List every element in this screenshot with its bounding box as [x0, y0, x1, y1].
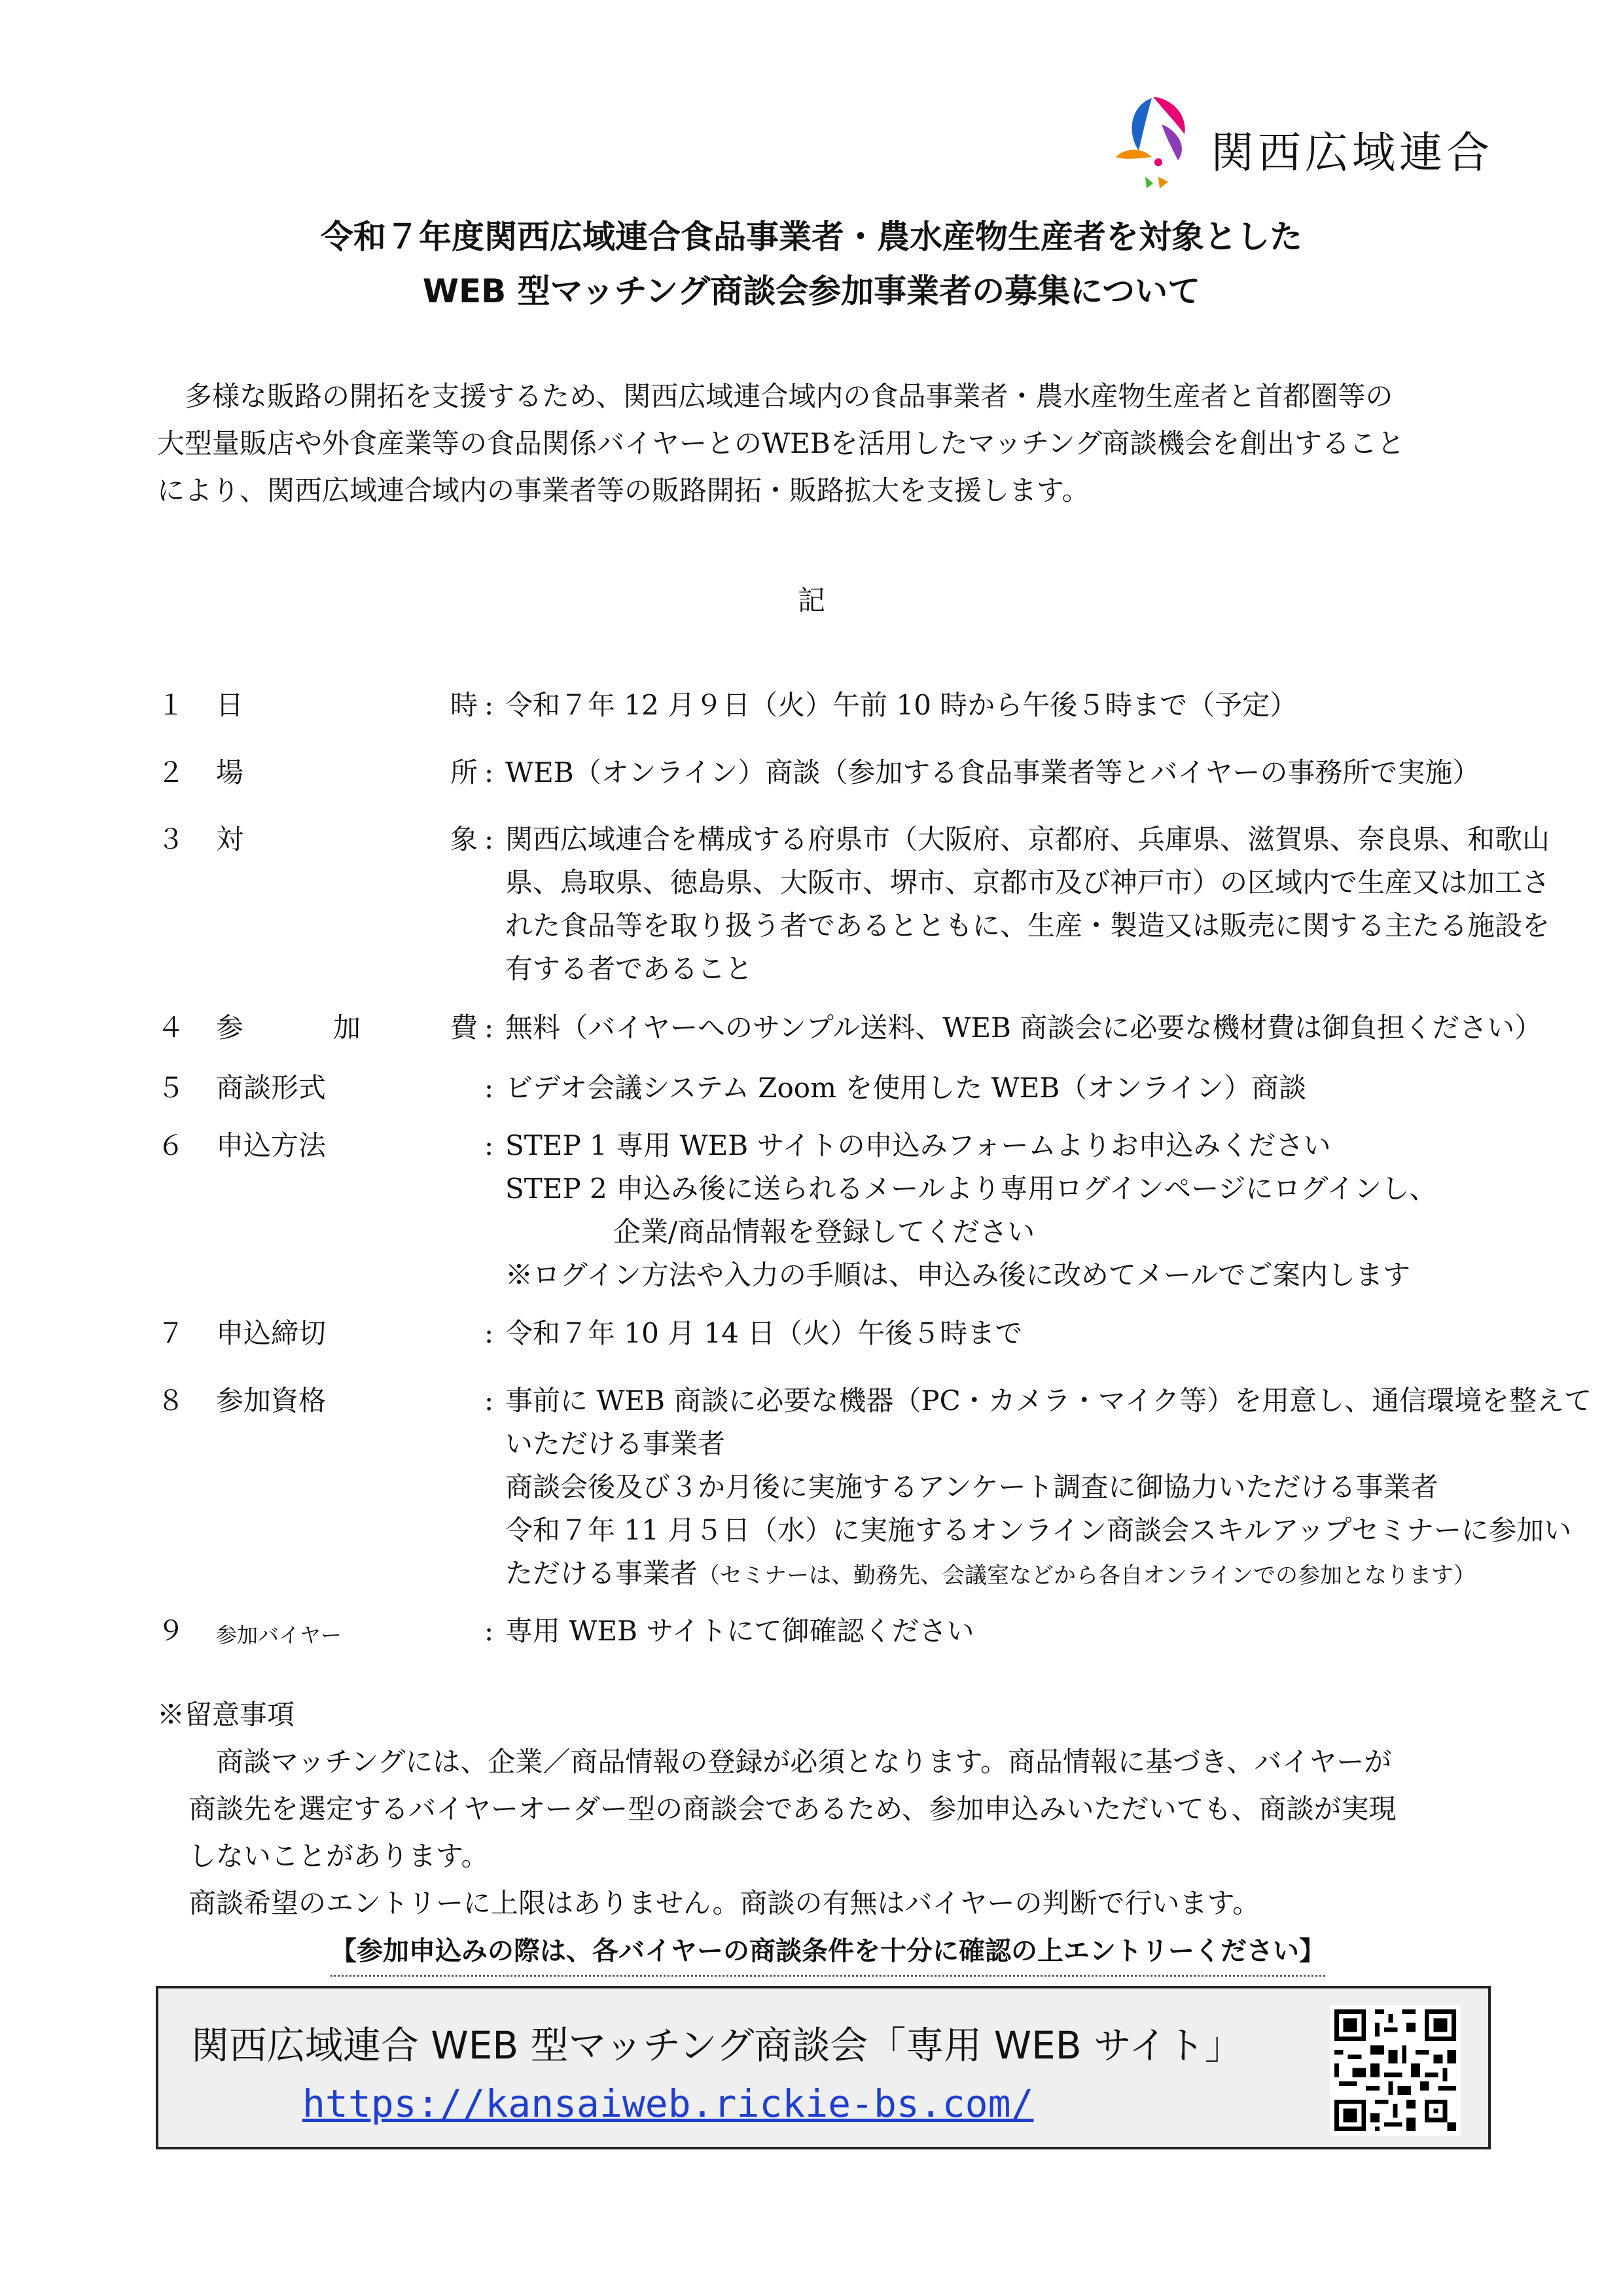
item-label: 申込締切	[216, 1317, 327, 1349]
intro-paragraph	[157, 373, 1499, 514]
notes-emphasis: 【参加申込みの際は、各バイヤーの商談条件を十分に確認の上エントリーください】	[330, 1928, 1325, 1977]
org-logo-mark-icon	[1106, 85, 1198, 190]
intro-line: 大型量販店や外食産業等の食品関係バイヤーとのWEBを活用したマッチング商談機会を創出すること	[157, 427, 1405, 459]
item-content: 関西広域連合を構成する府県市（大阪府、京都府、兵庫県、滋賀県、奈良県、和歌山 県、鳥取県、徳島県、大阪市、堺市、京都市及び神戸市）の区域内で生産又は加工さ れた食品等を取り扱う者であるとともに、生産・製造又は販売に関する主たる施設を 有する者であること	[505, 823, 1550, 985]
page-title-line-1: 令和７年度関西広域連合食品事業者・農水産物生産者を対象とした	[321, 218, 1302, 256]
website-box-title: 関西広域連合 WEB 型マッチング商談会「専用 WEB サイト」	[191, 2023, 1243, 2068]
item-label: 申込方法	[216, 1129, 327, 1161]
website-link[interactable]: https://kansaiweb.rickie-bs.com/	[302, 2081, 1034, 2126]
item-number: ７	[157, 1317, 185, 1349]
intro-line: により、関西広域連合域内の事業者等の販路開拓・販路拡大を支援します。	[157, 474, 1090, 506]
item-label: 日 時	[216, 689, 478, 721]
org-logo	[1106, 85, 1512, 190]
item-colon: :	[484, 756, 494, 788]
item-label: 参 加 費	[216, 1012, 478, 1044]
item-number: ９	[157, 1615, 185, 1647]
item-content: 事前に WEB 商談に必要な機器（PC・カメラ・マイク等）を用意し、通信環境を整えて いただける事業者 商談会後及び３か月後に実施するアンケート調査に御協力いただける事業者 令和７年 11 月５日（水）に実施するオンライン商談会スキルアップセミナーに参加い ただける事業者（セミナーは、勤務先、会議室などから各自オンラインでの参加となります）	[505, 1385, 1592, 1589]
item-number: １	[157, 689, 185, 721]
notes-section	[157, 1691, 1499, 1977]
notes-line: 商談希望のエントリーに上限はありません。商談の有無はバイヤーの判断で行います。	[188, 1887, 1260, 1919]
item-content: 無料（バイヤーへのサンプル送料、WEB 商談会に必要な機材費は御負担ください）	[505, 1012, 1543, 1044]
item-number: ６	[157, 1129, 185, 1161]
item-content: 専用 WEB サイトにて御確認ください	[505, 1615, 974, 1647]
item-colon: :	[484, 1012, 494, 1044]
item-colon: :	[484, 1615, 494, 1647]
item-colon: :	[484, 1072, 494, 1104]
item-number: ４	[157, 1012, 185, 1044]
intro-line: 多様な販路の開拓を支援するため、関西広域連合域内の食品事業者・農水産物生産者と首都圏等の	[185, 380, 1393, 412]
item-colon: :	[484, 823, 494, 855]
notes-line: しないことがあります。	[188, 1840, 489, 1872]
item-number: ５	[157, 1072, 185, 1104]
notes-line: 商談マッチングには、企業／商品情報の登録が必須となります。商品情報に基づき、バイヤーが	[216, 1746, 1392, 1778]
org-name: 関西広域連合	[1211, 128, 1493, 178]
ki-heading: 記	[797, 584, 825, 616]
notes-heading: ※留意事項	[157, 1699, 295, 1731]
item-colon: :	[484, 689, 494, 721]
item-label: 場 所	[216, 756, 478, 788]
item-number: ２	[157, 756, 185, 788]
item-content: ビデオ会議システム Zoom を使用した WEB（オンライン）商談	[505, 1072, 1307, 1104]
website-box	[156, 1986, 1491, 2149]
item-colon: :	[484, 1317, 494, 1349]
item-colon: :	[484, 1129, 494, 1161]
item-content: 令和７年 12 月９日（火）午前 10 時から午後５時まで（予定）	[505, 689, 1298, 721]
item-number: ３	[157, 823, 185, 855]
item-colon: :	[484, 1385, 494, 1417]
item-content: WEB（オンライン）商談（参加する食品事業者等とバイヤーの事務所で実施）	[505, 756, 1480, 788]
item-label: 参加資格	[216, 1385, 327, 1417]
item-label: 対 象	[216, 823, 478, 855]
item-label: 商談形式	[216, 1072, 327, 1104]
item-content: 令和７年 10 月 14 日（火）午後５時まで	[505, 1317, 1023, 1349]
notes-line: 商談先を選定するバイヤーオーダー型の商談会であるため、参加申込みいただいても、商談が実現	[188, 1793, 1397, 1825]
qr-code-icon[interactable]	[1330, 2005, 1461, 2136]
item-content: STEP 1 専用 WEB サイトの申込みフォームよりお申込みください STEP 2 申込み後に送られるメールより専用ログインページにログインし、 企業/商品情報を登録してください ※ログイン方法や入力の手順は、申込み後に改めてメールでご案内します	[505, 1129, 1437, 1291]
item-label: 参加バイヤー	[216, 1623, 342, 1648]
item-number: ８	[157, 1385, 185, 1417]
page-title-line-2: WEB 型マッチング商談会参加事業者の募集について	[422, 272, 1201, 310]
seminar-note: （セミナーは、勤務先、会議室などから各自オンラインでの参加となります）	[698, 1563, 1476, 1589]
